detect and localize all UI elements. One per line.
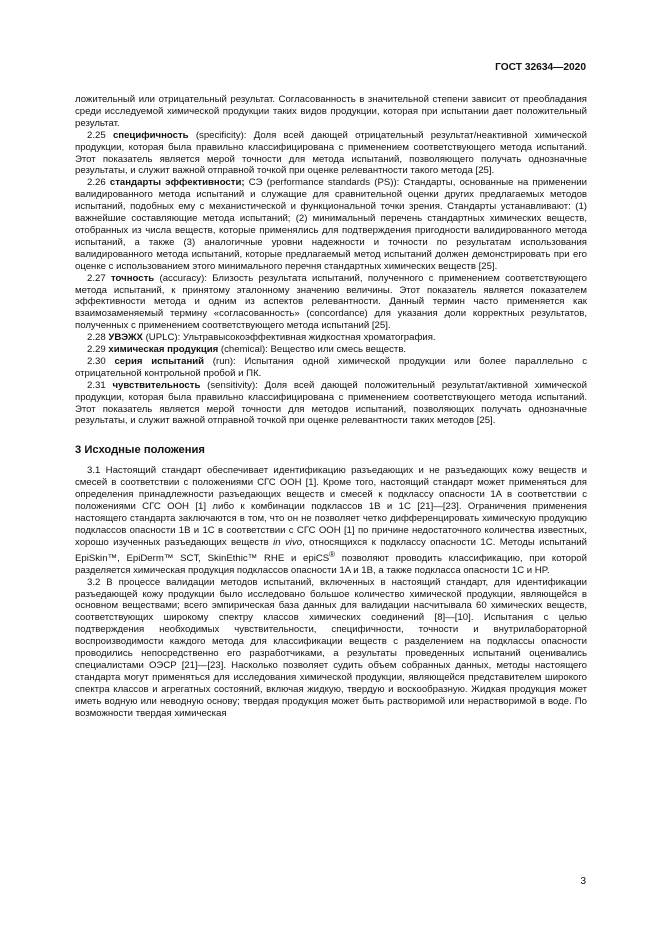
paragraph-text: позволяют проводить классификацию, при которой разделяется химическая продукция подклассов опасности 1A и 1B, а также подкласса опасности 1C и HP.: [75, 552, 588, 576]
term-number: 2.28: [87, 332, 106, 344]
intro-paragraph: ложительный или отрицательный результат. Согласованность в значительной степени зависит от преобладания среди исследуемой химической продукции таких видов продукции, которая при испытании дает положительный результат.: [75, 94, 587, 129]
term-definition: [75, 380, 587, 428]
term-definition: [75, 273, 587, 333]
term-name: стандарты эффективности;: [109, 177, 245, 189]
term-name: точность: [110, 272, 155, 284]
term-number: 2.30: [87, 355, 106, 367]
term-text: (specificity): Доля всей дающей отрицательный результат/неактивной химической продукции, которая была правильно классифицирована с применением соответствующего метода испытаний. Этот показатель является мерой точности для метода испытаний, позволяющего получать однозначные результаты, и служит важной отправной точкой при оценке релевантности такого метода [25].: [75, 129, 587, 177]
term-text: (accuracy): Близость результата испытаний, полученного с применением соответствующего метода испытаний, к принятому эталонному значению величины. Этот показатель является показателем эффективности метода и одним из аспектов релевантности. Данный термин часто применяется как взаимозаменяемый термину «согласованность» (concordance) для указания доли корректных результатов, полученных с применением соответствующего метода испытаний [25].: [75, 272, 587, 332]
section-3-heading: 3 Исходные положения: [75, 444, 205, 457]
term-text: (chemical): Вещество или смесь веществ.: [218, 344, 407, 356]
term-text: (UPLC): Ультравысокоэффективная жидкостная хроматография.: [142, 332, 436, 344]
terms-list: [75, 130, 587, 428]
registered-mark: ®: [329, 549, 336, 559]
term-text: (sensitivity): Доля всей дающей положительный результат/активной химической продукции, которая была правильно классифицирована с применением соответствующего метода испытаний. Этот показатель является мерой точности для методов испытаний, позволяющих получать однозначные результаты, и служит важной отправной точкой при оценке релевантности таких методов [25].: [75, 379, 587, 427]
term-name: УВЭЖХ: [108, 332, 143, 344]
term-number: 2.29: [87, 344, 106, 356]
term-name: чувствительность: [112, 379, 201, 391]
term-definition: [75, 177, 587, 272]
term-name: химическая продукция: [108, 344, 219, 356]
page-number: 3: [580, 876, 586, 887]
term-definition: [75, 356, 587, 380]
term-text: (run): Испытания одной химической продукции или более параллельно с отрицательной контрольной пробой и ПК.: [75, 355, 587, 379]
page-content: [75, 94, 587, 720]
term-definition: [75, 332, 587, 344]
italic-term: in vivo: [273, 536, 303, 548]
document-code: ГОСТ 32634—2020: [495, 62, 586, 73]
term-definition: [75, 344, 587, 356]
term-number: 2.26: [87, 177, 106, 189]
term-number: 2.31: [87, 379, 106, 391]
term-text: СЭ (performance standards (PS)): Стандарты, основанные на применении валидированного метода испытаний и служащие для сравнительной оценки других предлагаемых методов испытаний, подобных ему с механистической и функциональной точки зрения. Стандарты устанавливают: (1) важнейшие составляющие метода испытаний; (2) минимальный перечень стандартных химических веществ, отобранных из числа веществ, которые применялись для подтверждения пригодности валидированного метода испытаний, а также (3) аналогичные уровни надежности и точности по результатам использования валидированного метода испытаний, которые предлагаемый метод испытаний должен демонстрировать при его оценке с использованием этого минимального перечня стандартных химических веществ [25].: [75, 177, 587, 272]
paragraph-text: 3.1 Настоящий стандарт обеспечивает идентификацию разъедающих и не разъедающих кожу веществ и смесей в соответствии с положениями СГС ООН [1]. Кроме того, настоящий стандарт может применяться для определения принадлежности разъедающих веществ и смесей к подклассу опасности 1A в соответствии с положениями СГС ООН [1] либо к комбинации подклассов 1B и 1C [21]—[23]. Ограничения применения настоящего стандарта заключаются в том, что он не позволяет четко дифференцировать химическую продукцию подклассов опасности 1B и 1C в соответствии с СГС ООН [1] по причине недостаточного количества известных, хорошо изученных разъедающих веществ: [75, 465, 587, 548]
term-definition: [75, 130, 587, 178]
term-number: 2.25: [87, 129, 106, 141]
paragraph-text: , относящихся к подклассу опасности 1C. Методы испытаний EpiSkin™, EpiDerm™ SCT, SkinEthic™ RHE и epiCS: [75, 536, 587, 564]
term-name: серия испытаний: [114, 355, 205, 367]
section-3-1-paragraph: [75, 465, 587, 576]
term-name: специфичность: [112, 129, 189, 141]
section-3-2-paragraph: 3.2 В процессе валидации методов испытаний, включенных в настоящий стандарт, для идентификации разъедающей кожу продукции было исследовано большое количество химической продукции, являющейся в основном веществами; всего эмпирическая база данных для валидации насчитывала 60 химических веществ, соответствующих широкому спектру классов химических соединений [8]—[10]. Испытания с целью подтверждения необходимых чувствительности, специфичности, точности и внутрилабораторной воспроизводимости каждого метода для классификации веществ с разделением на подклассы опасности проводились непосредственно его разработчиками, а результаты проведенных испытаний оценивались специалистами ОЭСР [21]—[23]. Насколько позволяет судить объем собранных данных, методы настоящего стандарта могут применяться для исследования химической продукции, являющейся представителем широкого спектра классов и агрегатных состояний, включая жидкую, твердую и воскообразную. Жидкая продукция может иметь водную или неводную основу; твердая продукция может быть растворимой или нерастворимой в воде. По возможности твердая химическая: [75, 576, 587, 719]
term-number: 2.27: [87, 272, 106, 284]
